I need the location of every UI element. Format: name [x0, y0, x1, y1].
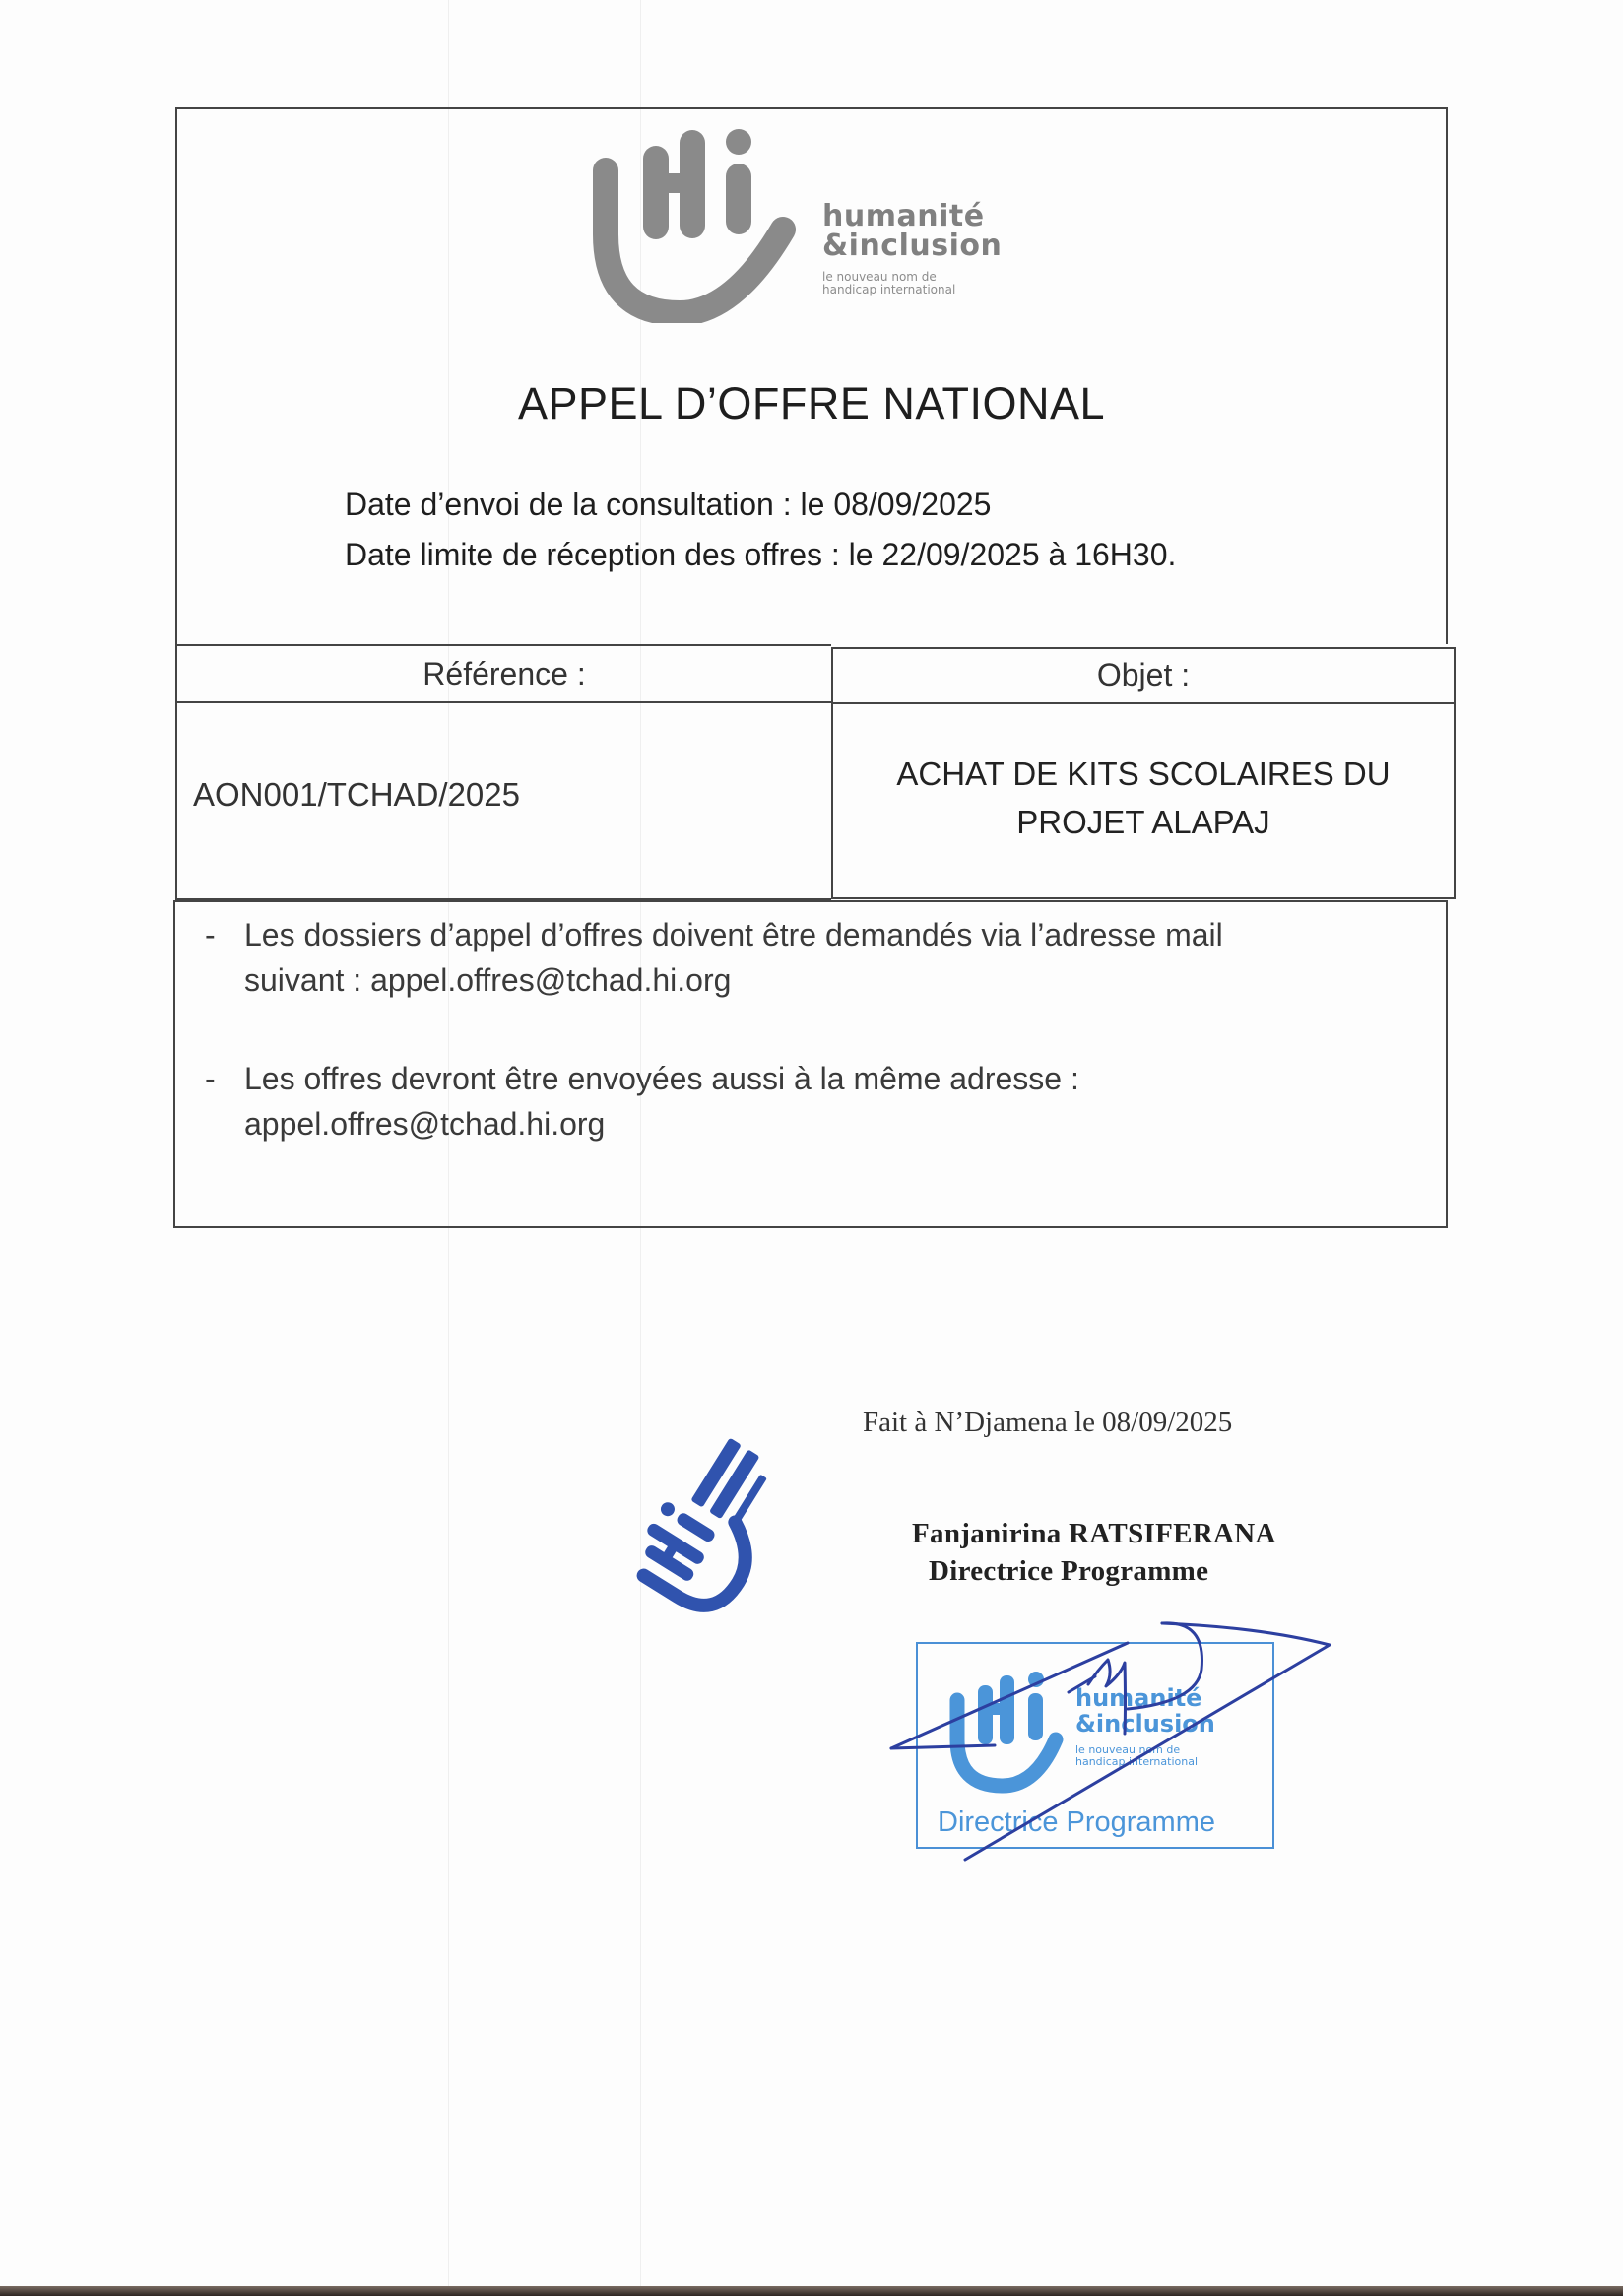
- reference-value-cell: [175, 701, 831, 900]
- instruction-text-line2: appel.offres@tchad.hi.org: [244, 1106, 606, 1142]
- signer-name: Fanjanirina RATSIFERANA: [912, 1518, 1276, 1549]
- instruction-text-line1: Les offres devront être envoyées aussi à la même adresse :: [244, 1061, 1079, 1096]
- deadline: Date limite de réception des offres : le 22/09/2025 à 16H30.: [345, 537, 1177, 572]
- instruction-text-line2: suivant : appel.offres@tchad.hi.org: [244, 962, 732, 998]
- reference-table: [175, 644, 1456, 900]
- object-value-line2: PROJET ALAPAJ: [1016, 804, 1270, 840]
- stamp-name-line2: &inclusion: [1075, 1710, 1215, 1738]
- object-value: [833, 750, 1454, 846]
- object-header-cell: [831, 647, 1456, 704]
- bullet-dash: -: [205, 1061, 216, 1096]
- stamp-tagline-line2: handicap international: [1075, 1755, 1199, 1768]
- date-sent: Date d’envoi de la consultation : le 08/09/2025: [345, 487, 992, 522]
- object-label: Objet :: [1096, 657, 1191, 692]
- object-value-line1: ACHAT DE KITS SCOLAIRES DU: [896, 755, 1391, 792]
- object-value-cell: [831, 702, 1456, 899]
- logo-tagline-line1: le nouveau nom de: [822, 270, 937, 284]
- logo-name-line2: &inclusion: [822, 229, 1003, 263]
- document-title: APPEL D’OFFRE NATIONAL: [517, 378, 1106, 428]
- stamp-role: Directrice Programme: [938, 1806, 1215, 1838]
- instruction-item: [205, 912, 1406, 1003]
- reference-value: AON001/TCHAD/2025: [193, 776, 520, 813]
- signer-role: Directrice Programme: [929, 1555, 1209, 1587]
- reference-label: Référence :: [422, 656, 586, 691]
- stamp-tagline-line1: le nouveau nom de: [1075, 1743, 1181, 1756]
- stamp-name-line1: humanité: [1075, 1684, 1202, 1712]
- instructions-box: [173, 900, 1448, 1228]
- scan-bottom-edge: [0, 2286, 1623, 2296]
- logo-name-line1: humanité: [822, 199, 985, 233]
- logo-wordmark: [822, 199, 1003, 296]
- logo-tagline-line2: handicap international: [822, 283, 956, 296]
- tilted-stamp-icon: [591, 1404, 798, 1640]
- instruction-item: [205, 1056, 1406, 1147]
- bullet-dash: -: [205, 917, 216, 952]
- instruction-text-line1: Les dossiers d’appel d’offres doivent être demandés via l’adresse mail: [244, 917, 1223, 952]
- handwritten-signature-icon: [867, 1615, 1339, 1891]
- place-date: Fait à N’Djamena le 08/09/2025: [863, 1407, 1233, 1438]
- reference-header-cell: [175, 644, 831, 703]
